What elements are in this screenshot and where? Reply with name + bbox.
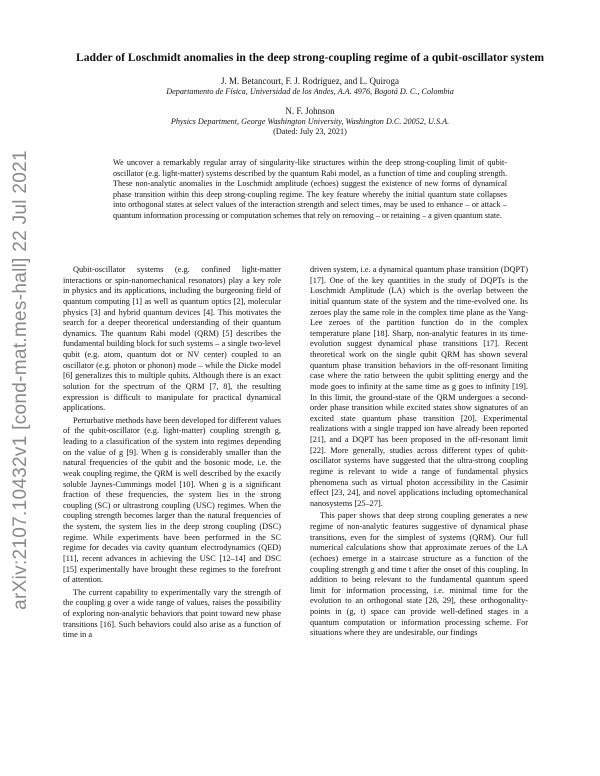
paper-header [70, 50, 550, 138]
dated-line: (Dated: July 23, 2021) [273, 127, 347, 136]
abstract: We uncover a remarkably regular array of singularity-like structures within the deep strong-coupling limit of qubit-oscillator (e.g. light-matter) systems described by the quantum Rabi model, as a function of time and coupling strength. These non-analytic anomalies in the Loschmidt amplitude (echoes) suggest the existence of new forms of dynamical phase transition within this deep strong-coupling regime. The key feature whereby the initial quantum state collapses into orthogonal states at select values of the interaction strength and select times, may be used to enhance – or attack – quantum information processing or computation schemes that rely on removing – or retaining – a given quantum state. [113, 158, 507, 220]
affiliation-1: Departamento de Física, Universidad de los Andes, A.A. 4976, Bogotá D. C., Colombia [166, 87, 454, 96]
author-list-2: N. F. Johnson [285, 105, 335, 116]
arxiv-identifier-text: arXiv:2107.10432v1 [cond-mat.mes-hall] 22 Jul 2021 [10, 150, 31, 610]
body-paragraph: Perturbative methods have been developed for different values of the qubit-oscillator (e.g. light-matter) coupling strength g, leading to a classification of the system into regimes depending on the value of g [9]. When g is considerably smaller than the natural frequencies of the qubit and the bosonic mode, i.e. the weak coupling regime, the QRM is well described by the exactly soluble Jaynes-Cummings model [10]. When g is a significant fraction of these frequencies, the system lies in the strong coupling (SC) or ultrastrong coupling (USC) regimes. When the coupling strength becomes larger than the natural frequencies of the system, the system lies in the deep strong coupling (DSC) regime. While experiments have been performed in the SC regime for decades via cavity quantum electrodynamics (QED) [11], recent advances in achieving the USC [12–14] and DSC [15] experimentally have brought these regimes to the forefront of attention. [63, 415, 281, 585]
body-paragraph: driven system, i.e. a dynamical quantum phase transition (DQPT) [17]. One of the key quantities in the study of DQPTs is the Loschmidt Amplitude (LA) which is the overlap between the initial quantum state of the system and the time-evolved one. Its zeroes play the same role in the complex time plane as the Yang-Lee zeroes of the partition function do in the complex temperature plane [18]. Sharp, non-analytic features in its time-evolution suggest dynamical phase transitions [17]. Recent theoretical work on the single qubit QRM has shown several quantum phase transition behaviors in the off-resonant limiting case where the ratio between the qubit splitting energy and the mode goes to infinity at the same time as g goes to infinity [19]. In this limit, the ground-state of the QRM undergoes a second-order phase transition while excited states show signatures of an excited state quantum phase transition [20]. Experimental realizations with a single trapped ion have already been reported [21], and a DQPT has been proposed in the off-resonant limit [22]. More generally, studies across different types of qubit-oscillator systems have suggested that the ultra-strong coupling regime is relevant to wide a range of fundamental physics phenomena such as virtual photon accessibility in the Casimir effect [23, 24], and novel applications including optomechanical nanosystems [25–27]. [310, 265, 528, 508]
affiliation-2: Physics Department, George Washington University, Washington D.C. 20052, U.S.A. [170, 116, 450, 126]
left-column [63, 265, 281, 641]
paper-title: Ladder of Loschmidt anomalies in the deep strong-coupling regime of a qubit-oscillator system [75, 51, 545, 64]
body-paragraph: Qubit-oscillator systems (e.g. confined light-matter interactions or spin-nanomechanical resonators) play a key role in physics and its applications, including the burgeoning field of quantum computing [1] as well as quantum optics [2], molecular physics [3] and hybrid quantum devices [4]. This motivates the search for a deeper theoretical understanding of their quantum dynamics. The quantum Rabi model (QRM) [5] describes the fundamental building block for such systems – a single two-level qubit (e.g. atom, quantum dot or NV center) coupled to an oscillator (e.g. photon or phonon) mode – while the Dicke model [6] generalizes this to multiple qubits. Although there is an exact solution for the spectrum of the QRM [7, 8], the resulting expression is difficult to manipulate for practical dynamical applications. [63, 265, 281, 413]
right-column [310, 265, 528, 639]
body-paragraph: The current capability to experimentally vary the strength of the coupling g over a wide range of values, raises the possibility of exploring non-analytic behaviors that point toward new phase transitions [16]. Such behaviors could also arise as a function of time in a [63, 587, 281, 640]
author-list-1: J. M. Betancourt, F. J. Rodríguez, and L. Quiroga [220, 76, 399, 86]
body-paragraph: This paper shows that deep strong coupling generates a new regime of non-analytic features suggestive of dynamical phase transitions, even for the simplest of systems (QRM). Our full numerical calculations show that approximate zeroes of the LA (echoes) emerge in a staircase structure as a function of the coupling strength g and time t after the onset of this coupling. In addition to being relevant to the fundamental quantum speed limit for information processing, i.e. minimal time for the evolution to an orthogonal state [28, 29], these orthogonality-points in (g, t) space can provide well-defined stages in a quantum computation or information processing scheme. For situations where they are undesirable, our findings [310, 511, 528, 638]
arxiv-identifier-stamp [8, 150, 34, 610]
